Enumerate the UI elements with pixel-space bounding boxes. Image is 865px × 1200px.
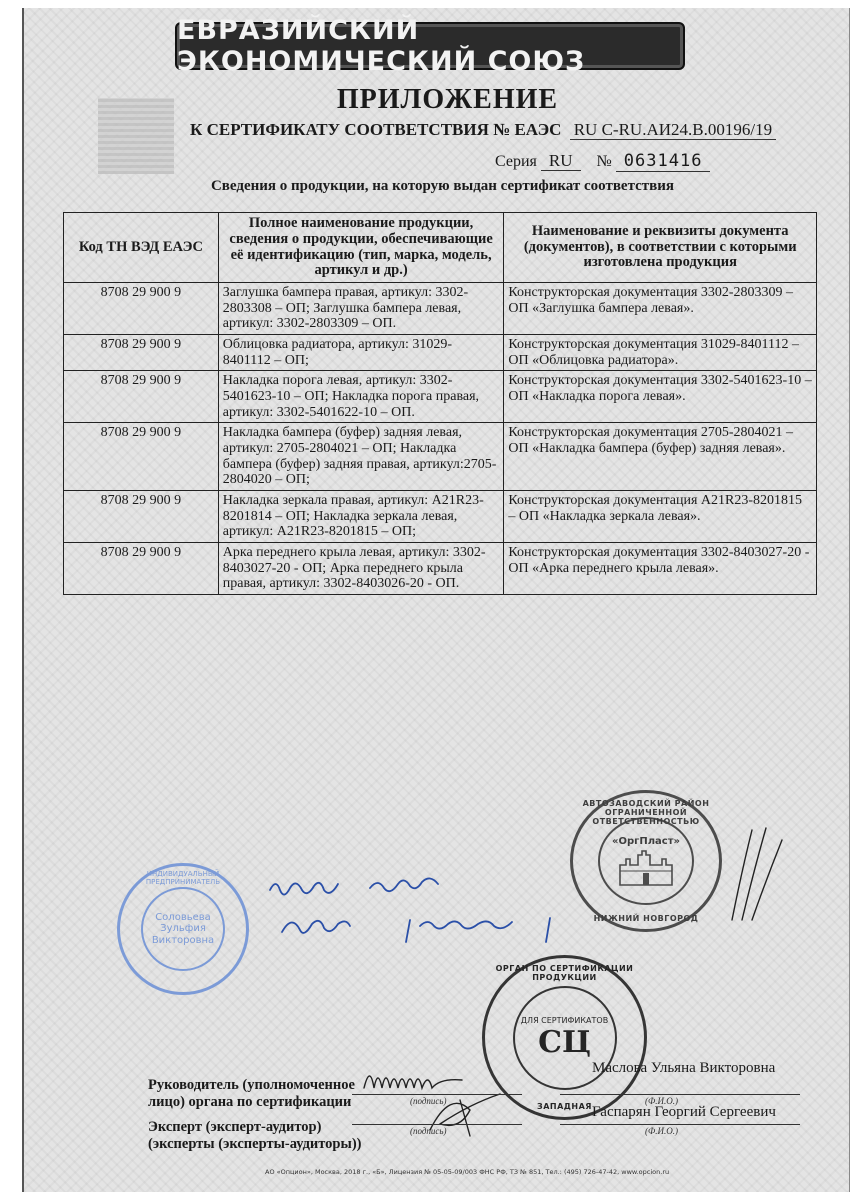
- orgplast-bottom-text: НИЖНИЙ НОВГОРОД: [593, 914, 699, 923]
- cert-seal-mark: СЦ: [538, 1024, 591, 1060]
- table-row: [64, 371, 817, 423]
- cell-code: 8708 29 900 9: [64, 543, 219, 595]
- blue-seal-stamp: [117, 863, 249, 995]
- expert-signature-label: [148, 1119, 361, 1154]
- cell-product-name: Накладка бампера (буфер) задняя левая, артикул: 2705-2804021 – ОП; Накладка бампера (буфер) задняя правая, артикул:2705-2804020 – ОП;: [218, 423, 504, 491]
- corner-signature-scribble: [722, 820, 792, 930]
- head-signature-line: [352, 1094, 522, 1095]
- cell-code: 8708 29 900 9: [64, 283, 219, 335]
- certificate-reference: [190, 120, 810, 140]
- cell-product-name: Заглушка бампера правая, артикул: 3302-2803308 – ОП; Заглушка бампера левая, артикул: 3302-2803309 – ОП.: [218, 283, 504, 335]
- cell-code: 8708 29 900 9: [64, 491, 219, 543]
- cell-document: Конструкторская документация 31029-8401112 – ОП «Облицовка радиатора».: [504, 335, 817, 371]
- cell-product-name: Накладка зеркала правая, артикул: A21R23-8201814 – ОП; Накладка зеркала левая, артикул: A21R23-8201815 – ОП;: [218, 491, 504, 543]
- blue-seal-name: Соловьева Зульфия Викторовна: [151, 911, 215, 946]
- series-label: Серия: [495, 153, 537, 170]
- cell-code: 8708 29 900 9: [64, 423, 219, 491]
- cell-code: 8708 29 900 9: [64, 371, 219, 423]
- orgplast-name: «ОргПласт»: [612, 835, 680, 847]
- table-header-row: [64, 213, 817, 283]
- head-label-line-1: Руководитель (уполномоченное: [148, 1077, 355, 1093]
- number-value: 0631416: [616, 151, 711, 172]
- eaeu-banner: ЕВРАЗИЙСКИЙ ЭКОНОМИЧЕСКИЙ СОЮЗ: [175, 22, 685, 70]
- expert-name-caption: (Ф.И.О.): [645, 1126, 678, 1136]
- table-row: [64, 335, 817, 371]
- products-table: [63, 212, 817, 595]
- castle-icon: [616, 847, 676, 887]
- orgplast-ring-text: АВТОЗАВОДСКИЙ РАЙОН ОГРАНИЧЕННОЙ ОТВЕТСТВЕННОСТЬЮ: [582, 799, 710, 826]
- orgplast-seal-center: [598, 817, 694, 905]
- table-row: [64, 491, 817, 543]
- head-signature-caption: (подпись): [410, 1096, 447, 1106]
- table-row: [64, 283, 817, 335]
- cell-document: Конструкторская документация 3302-5401623-10 – ОП «Накладка порога левая».: [504, 371, 817, 423]
- section-subtitle: Сведения о продукции, на которую выдан сертификат соответствия: [210, 178, 675, 194]
- series-value: RU: [541, 151, 581, 171]
- cell-document: Конструкторская документация 3302-2803309 – ОП «Заглушка бампера левая».: [504, 283, 817, 335]
- expert-label-line-1: Эксперт (эксперт-аудитор): [148, 1119, 322, 1135]
- series-line: [495, 151, 710, 171]
- print-footer: АО «Опцион», Москва, 2018 г., «Б», Лицензия № 05-05-09/003 ФНС РФ, ТЗ № 851, Тел.: (495) 726-47-42, www.opcion.ru: [265, 1168, 670, 1176]
- head-label-line-2: лицо) органа по сертификации: [148, 1094, 352, 1111]
- expert-name: Гаспарян Георгий Сергеевич: [592, 1104, 776, 1120]
- table-row: [64, 543, 817, 595]
- cell-product-name: Арка переднего крыла левая, артикул: 3302-8403027-20 - ОП; Арка переднего крыла правая, артикул: 3302-8403026-20 - ОП.: [218, 543, 504, 595]
- cell-product-name: Накладка порога левая, артикул: 3302-5401623-10 – ОП; Накладка порога правая, артикул: 3302-5401622-10 – ОП.: [218, 371, 504, 423]
- cert-seal-top-text: ДЛЯ СЕРТИФИКАТОВ: [520, 1015, 609, 1025]
- expert-name-line: [560, 1124, 800, 1125]
- cell-document: Конструкторская документация A21R23-8201815 – ОП «Накладка зеркала левая».: [504, 491, 817, 543]
- header-product-name: Полное наименование продукции, сведения о продукции, обеспечивающие её идентификацию (тип, марка, модель, артикул и др.): [218, 213, 504, 283]
- cert-seal-bottom-text: ЗАПАДНАЯ: [537, 1102, 592, 1111]
- expert-signature-line: [352, 1124, 522, 1125]
- cell-product-name: Облицовка радиатора, артикул: 31029-8401112 – ОП;: [218, 335, 504, 371]
- handwritten-note: [260, 860, 600, 950]
- cell-document: Конструкторская документация 3302-8403027-20 - ОП «Арка переднего крыла левая».: [504, 543, 817, 595]
- table-row: [64, 423, 817, 491]
- blue-seal-ring-text: ИНДИВИДУАЛЬНЫЙ ПРЕДПРИНИМАТЕЛЬ: [145, 870, 221, 887]
- head-signature-label: [148, 1077, 355, 1112]
- certificate-number: RU С-RU.АИ24.В.00196/19: [570, 120, 776, 140]
- expert-signature-caption: (подпись): [410, 1126, 447, 1136]
- cell-document: Конструкторская документация 2705-2804021 – ОП «Накладка бампера (буфер) задняя левая».: [504, 423, 817, 491]
- cell-code: 8708 29 900 9: [64, 335, 219, 371]
- header-code: Код ТН ВЭД ЕАЭС: [64, 213, 219, 283]
- header-document: Наименование и реквизиты документа (документов), в соответствии с которыми изготовлена продукция: [504, 213, 817, 283]
- page-title: ПРИЛОЖЕНИЕ: [336, 84, 559, 115]
- head-name-line: [560, 1094, 800, 1095]
- head-name-caption: (Ф.И.О.): [645, 1096, 678, 1106]
- cert-seal-ring-text: ОРГАН ПО СЕРТИФИКАЦИИ ПРОДУКЦИИ: [495, 964, 634, 982]
- head-name: Маслова Ульяна Викторовна: [592, 1060, 776, 1076]
- certificate-prefix: К СЕРТИФИКАТУ СООТВЕТСТВИЯ № ЕАЭС: [190, 120, 562, 139]
- number-label: №: [596, 153, 612, 170]
- blue-seal-center: [141, 887, 225, 971]
- expert-label-line-2: (эксперты (эксперты-аудиторы)): [148, 1136, 362, 1153]
